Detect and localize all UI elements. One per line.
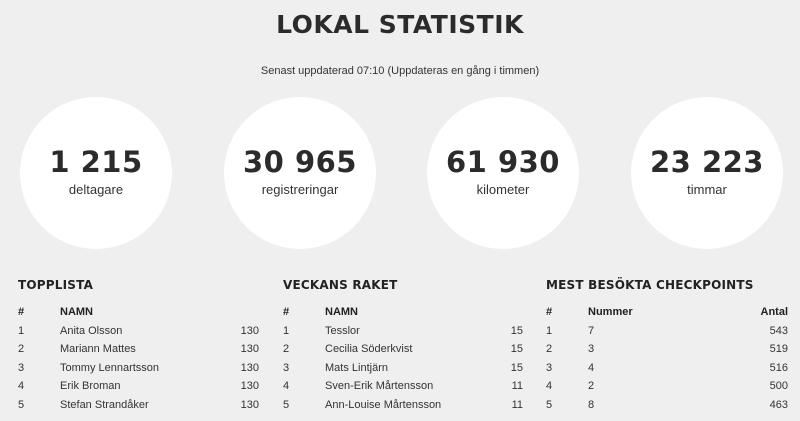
cell-name: Erik Broman	[60, 380, 121, 393]
table-row	[546, 325, 788, 344]
stat-value: 30 965	[243, 145, 357, 179]
table-row	[283, 343, 523, 362]
cell-rank: 1	[283, 324, 290, 337]
table-row	[283, 325, 523, 344]
cell-name: Mariann Mattes	[60, 343, 136, 356]
cell-rank: 3	[546, 361, 553, 374]
table-row	[546, 362, 788, 381]
table-row	[283, 362, 523, 381]
cell-value: 130	[240, 380, 259, 393]
cell-name: Sven-Erik Mårtensson	[325, 380, 434, 393]
header-name: NAMN	[325, 306, 358, 318]
stat-label: kilometer	[476, 182, 530, 197]
cell-value: 15	[510, 343, 523, 356]
table-row	[546, 380, 788, 399]
cell-number: 3	[588, 343, 595, 356]
cell-count: 463	[769, 398, 788, 411]
cell-value: 15	[510, 361, 523, 374]
cell-rank: 5	[18, 398, 25, 411]
header-count: Antal	[760, 306, 788, 318]
table-row	[18, 380, 259, 399]
topplista-table	[18, 306, 259, 418]
stat-circle-participants	[20, 97, 172, 249]
page-title: LOKAL STATISTIK	[276, 10, 524, 39]
veckans-raket-table	[283, 306, 523, 418]
stat-label: timmar	[687, 182, 727, 197]
cell-count: 516	[769, 361, 788, 374]
cell-number: 7	[588, 324, 595, 337]
cell-name: Tommy Lennartsson	[60, 361, 160, 374]
cell-count: 500	[769, 380, 788, 393]
cell-name: Tesslor	[325, 324, 360, 337]
table-row	[18, 343, 259, 362]
table-row	[18, 362, 259, 381]
checkpoints-title: MEST BESÖKTA CHECKPOINTS	[546, 278, 754, 292]
header-rank: #	[283, 306, 290, 318]
cell-name: Cecilia Söderkvist	[325, 343, 413, 356]
cell-value: 15	[510, 324, 523, 337]
stat-value: 1 215	[49, 145, 143, 179]
cell-rank: 1	[546, 324, 553, 337]
cell-rank: 5	[546, 398, 553, 411]
cell-value: 11	[511, 380, 523, 393]
table-row	[283, 380, 523, 399]
stat-circle-kilometers	[427, 97, 579, 249]
cell-value: 130	[240, 343, 259, 356]
table-row	[283, 399, 523, 418]
topplista-panel	[18, 278, 259, 418]
header-rank: #	[546, 306, 553, 318]
table-header-row	[283, 306, 523, 325]
stat-circle-registrations	[224, 97, 376, 249]
header-name: NAMN	[60, 306, 93, 318]
table-header-row	[546, 306, 788, 325]
stat-circle-hours	[631, 97, 783, 249]
stat-label: deltagare	[68, 182, 124, 197]
cell-rank: 2	[546, 343, 553, 356]
cell-name: Stefan Strandåker	[60, 398, 149, 411]
cell-name: Ann-Louise Mårtensson	[325, 398, 442, 411]
stat-value: 23 223	[650, 145, 764, 179]
cell-rank: 4	[283, 380, 290, 393]
checkpoints-panel	[546, 278, 788, 418]
cell-name: Mats Lintjärn	[325, 361, 388, 374]
cell-rank: 1	[18, 324, 25, 337]
cell-rank: 3	[283, 361, 290, 374]
table-row	[18, 399, 259, 418]
cell-value: 11	[511, 398, 523, 411]
table-row	[18, 325, 259, 344]
cell-value: 130	[240, 361, 259, 374]
cell-rank: 2	[18, 343, 25, 356]
cell-name: Anita Olsson	[60, 324, 123, 337]
cell-rank: 5	[283, 398, 290, 411]
cell-count: 519	[769, 343, 788, 356]
veckans-raket-panel	[283, 278, 523, 418]
cell-number: 4	[588, 361, 595, 374]
stat-label: registreringar	[261, 182, 339, 197]
cell-rank: 4	[546, 380, 553, 393]
cell-rank: 4	[18, 380, 25, 393]
table-row	[546, 343, 788, 362]
cell-rank: 3	[18, 361, 25, 374]
last-updated-text: Senast uppdaterad 07:10 (Uppdateras en gång i timmen)	[260, 65, 540, 77]
topplista-title: TOPPLISTA	[18, 278, 94, 292]
cell-rank: 2	[283, 343, 290, 356]
cell-count: 543	[769, 324, 788, 337]
table-header-row	[18, 306, 259, 325]
cell-value: 130	[240, 324, 259, 337]
stat-value: 61 930	[446, 145, 560, 179]
cell-number: 2	[588, 380, 595, 393]
cell-value: 130	[240, 398, 259, 411]
header-rank: #	[18, 306, 25, 318]
table-row	[546, 399, 788, 418]
veckans-raket-title: VECKANS RAKET	[283, 278, 398, 292]
cell-number: 8	[588, 398, 595, 411]
checkpoints-table	[546, 306, 788, 418]
header-number: Nummer	[588, 306, 633, 318]
